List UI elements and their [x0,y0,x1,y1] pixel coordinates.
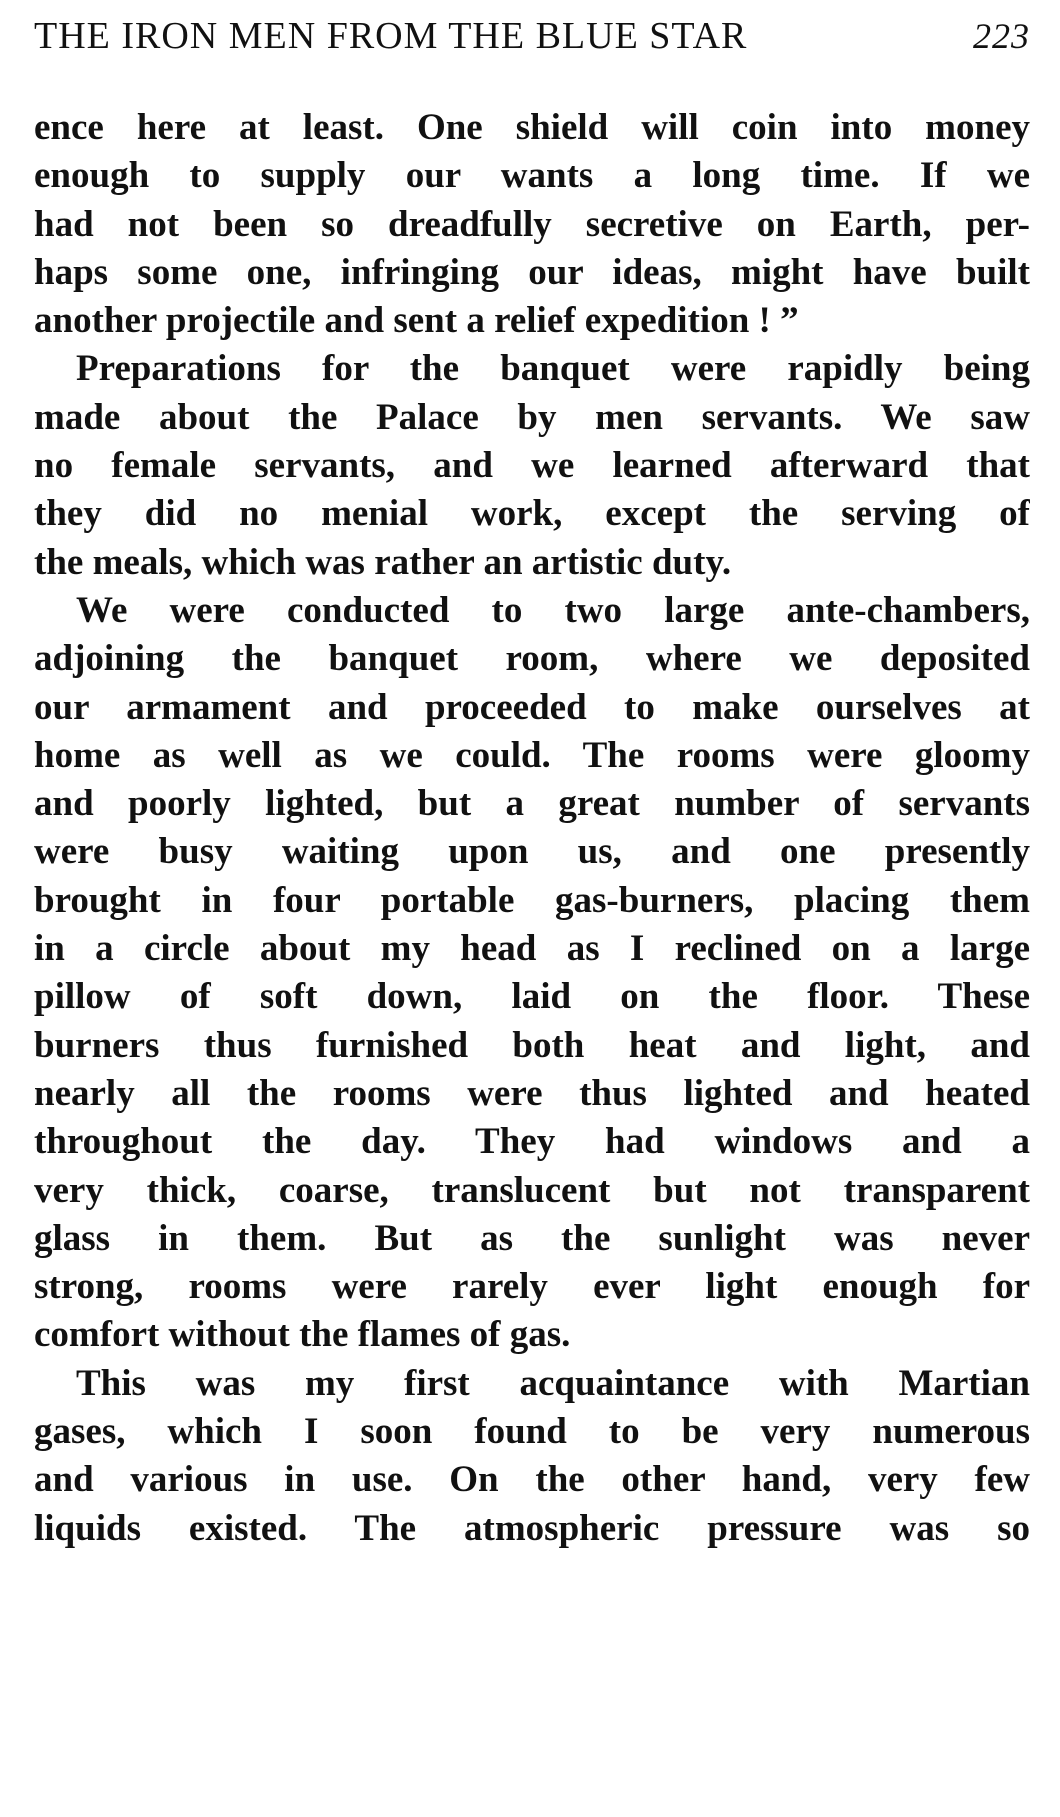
text-line: This was my first acquaintance with Martian [76,1362,1030,1404]
text-line: adjoining the banquet room, where we deposited [34,638,1030,680]
text-line: brought in four portable gas-burners, placing them [34,879,1030,921]
text-line: made about the Palace by men servants. We saw [34,396,1030,438]
text-line: comfort without the flames of gas. [34,1314,571,1356]
text-line: We were conducted to two large ante-chambers, [76,589,1030,631]
paragraph-2 [34,345,1030,586]
text-line: in a circle about my head as I reclined on a large [34,928,1030,970]
text-line: haps some one, infringing our ideas, might have built [34,251,1030,293]
text-line: strong, rooms were rarely ever light enough for [34,1266,1030,1308]
text-line: pillow of soft down, laid on the floor. These [34,976,1030,1018]
running-head [34,14,1030,76]
text-line: another projectile and sent a relief expedition ! ” [34,300,799,342]
book-page [34,14,1030,1553]
text-line: glass in them. But as the sunlight was never [34,1217,1030,1259]
text-line: very thick, coarse, translucent but not transparent [34,1169,1030,1211]
text-line: were busy waiting upon us, and one presently [34,831,1030,873]
body-text [34,104,1030,1553]
text-line: no female servants, and we learned afterward that [34,445,1030,487]
text-line: the meals, which was rather an artistic duty. [34,541,732,583]
text-line: burners thus furnished both heat and light, and [34,1024,1030,1066]
page-number: 223 [973,16,1030,56]
text-line: they did no menial work, except the serving of [34,493,1030,535]
text-line: gases, which I soon found to be very numerous [34,1411,1030,1453]
text-line: ence here at least. One shield will coin into money [34,107,1030,148]
text-line: and poorly lighted, but a great number of servants [34,783,1030,825]
text-line: liquids existed. The atmospheric pressure was so [34,1507,1030,1549]
paragraph-4 [34,1360,1030,1553]
text-line: and various in use. On the other hand, very few [34,1459,1030,1501]
text-line: enough to supply our wants a long time. If we [34,155,1030,197]
running-head-title: THE IRON MEN FROM THE BLUE STAR [34,15,748,57]
text-line: had not been so dreadfully secretive on Earth, per- [34,203,1030,245]
paragraph-3 [34,587,1030,1360]
text-line: our armament and proceeded to make ourselves at [34,686,1030,728]
text-line: Preparations for the banquet were rapidly being [76,348,1030,390]
text-line: throughout the day. They had windows and a [34,1121,1030,1163]
paragraph-1 [34,104,1030,345]
text-line: nearly all the rooms were thus lighted and heated [34,1072,1030,1114]
text-line: home as well as we could. The rooms were gloomy [34,734,1030,776]
